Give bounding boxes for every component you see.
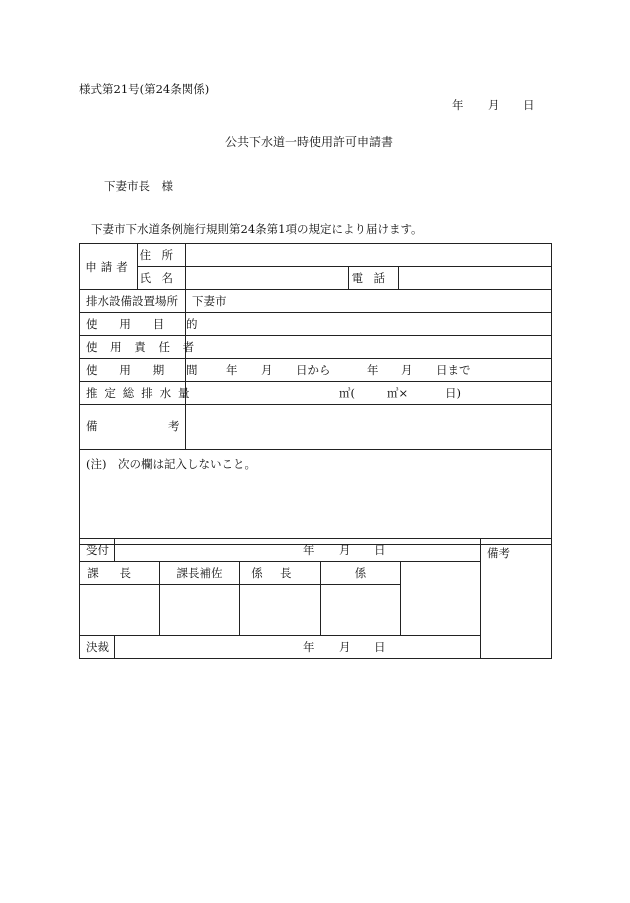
received-month: 月 (339, 543, 351, 557)
office-use-table (79, 538, 552, 659)
address-field[interactable] (186, 244, 552, 267)
page-title: 公共下水道一時使用許可申請書 (225, 135, 394, 149)
period-to-year: 年 (367, 363, 379, 377)
stamp-box-deputy[interactable] (160, 585, 240, 636)
intro-text: 下妻市下水道条例施行規則第24条第1項の規定により届けます。 (91, 222, 423, 236)
responsible-label: 使用責任者 (80, 336, 186, 359)
received-label: 受付 (80, 539, 115, 562)
application-table (79, 243, 552, 545)
decision-year: 年 (303, 640, 315, 654)
stamp-box-section-chief[interactable] (240, 585, 321, 636)
decision-date-field[interactable] (115, 636, 481, 659)
date-day: 日 (523, 98, 535, 112)
stamp-header-deputy: 課長補佐 (160, 562, 240, 585)
decision-month: 月 (339, 640, 351, 654)
period-field[interactable] (186, 359, 552, 382)
volume-field[interactable] (186, 382, 552, 405)
period-from-day: 日から (296, 363, 331, 377)
stamp-box-chief[interactable] (80, 585, 160, 636)
received-year: 年 (303, 543, 315, 557)
purpose-field[interactable] (186, 313, 552, 336)
addressee: 下妻市長 様 (104, 179, 173, 193)
address-label: 住所 (138, 244, 186, 267)
remarks-label (80, 405, 186, 450)
applicant-label: 申請者 (80, 244, 138, 290)
received-date-field[interactable] (115, 539, 481, 562)
purpose-label: 使用目的 (80, 313, 186, 336)
volume-total-unit: ㎥( (339, 386, 355, 400)
stamp-header-section-chief: 係長 (240, 562, 321, 585)
volume-per-unit: ㎥× (387, 386, 409, 400)
decision-day: 日 (374, 640, 386, 654)
responsible-field[interactable] (186, 336, 552, 359)
stamp-header-chief: 課長 (80, 562, 160, 585)
note: (注) 次の欄は記入しないこと。 (80, 450, 552, 545)
location-field[interactable]: 下妻市 (186, 290, 552, 313)
decision-label: 決裁 (80, 636, 115, 659)
name-label: 氏名 (138, 267, 186, 290)
form-number: 様式第21号(第24条関係) (79, 82, 210, 96)
received-day: 日 (374, 543, 386, 557)
period-from-month: 月 (261, 363, 273, 377)
period-to-day: 日まで (436, 363, 471, 377)
remarks-label-2: 考 (168, 419, 180, 433)
volume-label: 推定総排水量 (80, 382, 186, 405)
stamp-header-staff: 係 (321, 562, 401, 585)
phone-label: 電話 (349, 267, 399, 290)
period-label: 使用期間 (80, 359, 186, 382)
stamp-box-staff[interactable] (321, 585, 401, 636)
name-field[interactable] (186, 267, 349, 290)
date-month: 月 (488, 98, 500, 112)
phone-field[interactable] (399, 267, 552, 290)
office-remarks: 備考 (481, 539, 552, 659)
volume-days: 日) (445, 386, 461, 400)
period-to-month: 月 (401, 363, 413, 377)
remarks-field[interactable] (186, 405, 552, 450)
period-from-year: 年 (226, 363, 238, 377)
date-year: 年 (452, 98, 464, 112)
location-label: 排水設備設置場所 (80, 290, 186, 313)
remarks-label-1: 備 (86, 419, 98, 433)
